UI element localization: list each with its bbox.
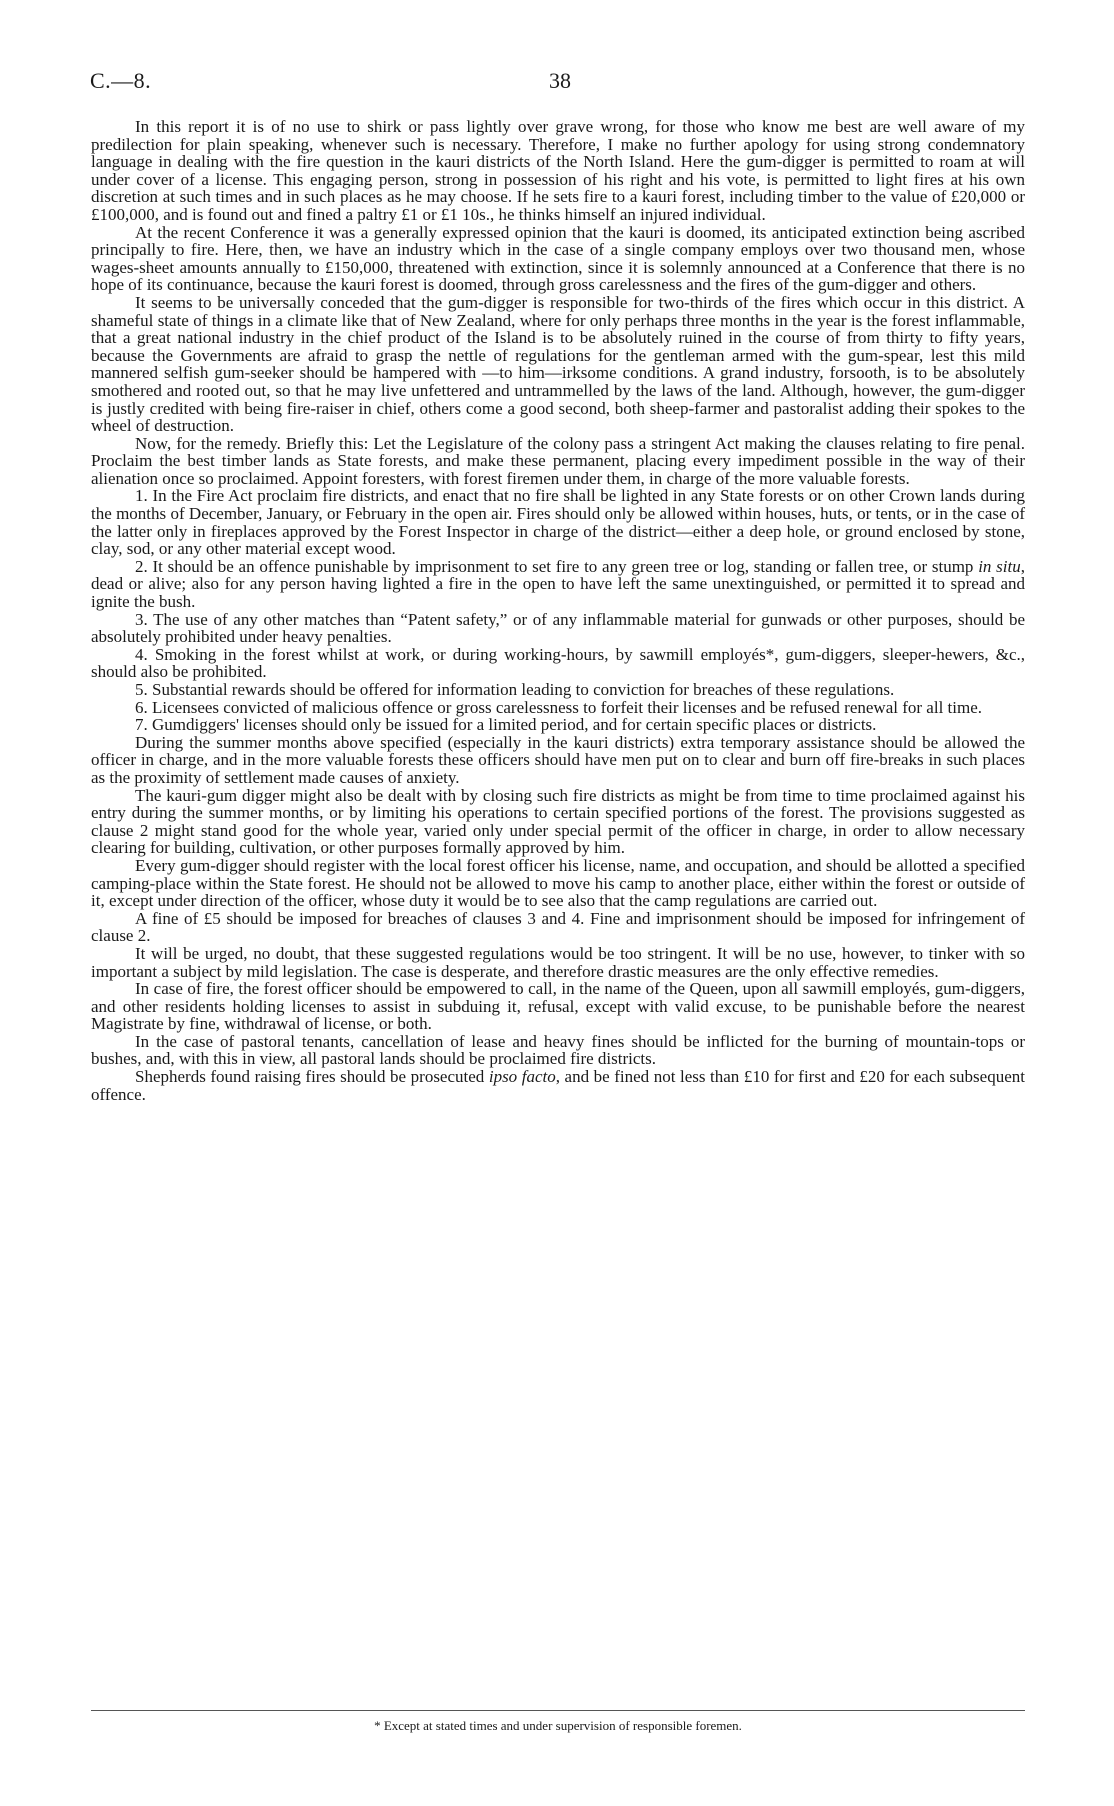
clause-7: 7. Gumdiggers' licenses should only be issued for a limited period, and for certain specific places or districts.	[135, 715, 877, 735]
paragraph: In this report it is of no use to shirk or pass lightly over grave wrong, for those who know me best are well aware of my predilection for plain speaking, whenever such is necessary. Therefore, I make no further apology for using strong condemnatory language in dealing with the fire question in the kauri districts of the North Island. Here the gum-digger is permitted to roam at will under cover of a license. This engaging person, strong in possession of his right and his vote, is permitted to light fires at his own discretion at such times and in such places as he may choose. If he sets fire to a kauri forest, including timber to the value of £20,000 or £100,000, and is found out and fined a paltry £1 or £1 10s., he thinks himself an injured individual.	[91, 117, 1025, 224]
paragraph: In case of fire, the forest officer should be empowered to call, in the name of the Queen, upon all sawmill employés, gum-diggers, and other residents holding licenses to assist in subduing it, refusal, except with valid excuse, to be punishable before the nearest Magistrate by fine, withdrawal of license, or both.	[91, 979, 1025, 1034]
report-body	[91, 118, 1025, 1103]
clause-2-text-b: , dead or alive; also for any person having lighted a fire in the open to have left the same unextinguished, or permitted it to spread and ignite the bush.	[91, 556, 1025, 612]
final-text-a: Shepherds found raising fires should be prosecuted	[135, 1067, 489, 1087]
footnote-divider	[91, 1710, 1025, 1711]
clause-4: 4. Smoking in the forest whilst at work, or during working-hours, by sawmill employés*, gum-diggers, sleeper-hewers, &c., should also be prohibited.	[91, 644, 1025, 682]
paragraph: It will be urged, no doubt, that these suggested regulations would be too stringent. It will be no use, however, to tinker with so important a subject by mild legislation. The case is desperate, and therefore drastic measures are the only effective remedies.	[91, 943, 1025, 981]
final-latin-term: ipso facto	[488, 1067, 556, 1087]
clause-2-text-a: 2. It should be an offence punishable by imprisonment to set fire to any green tree or log, standing or fallen tree, or stump	[135, 556, 979, 576]
page-number: 38	[549, 68, 571, 93]
paragraph: At the recent Conference it was a generally expressed opinion that the kauri is doomed, its anticipated extinction being ascribed principally to fire. Here, then, we have an industry which in the case of a single company employs over two thousand men, whose wages-sheet amounts annually to £150,000, threatened with extinction, since it is solemnly announced at a Conference that there is no hope of its continuance, because the kauri forest is doomed, through gross carelessness and the fires of the gum-digger and others.	[91, 222, 1025, 295]
final-paragraph	[91, 1068, 1025, 1103]
paragraph: In the case of pastoral tenants, cancellation of lease and heavy fines should be inflicted for the burning of mountain-tops or bushes, and, with this in view, all pastoral lands should be proclaimed fire districts.	[91, 1031, 1025, 1069]
paragraph: A fine of £5 should be imposed for breaches of clauses 3 and 4. Fine and imprisonment should be imposed for infringement of clause 2.	[91, 908, 1025, 946]
final-text-b: , and be fined not less than £10 for first and £20 for each subsequent offence.	[91, 1067, 1025, 1104]
footnote: * Except at stated times and under supervision of responsible foremen.	[374, 1718, 742, 1733]
clause-3: 3. The use of any other matches than “Patent safety,” or of any inflammable material for gunwads or other purposes, should be absolutely prohibited under heavy penalties.	[91, 609, 1025, 647]
clause-6: 6. Licensees convicted of malicious offence or gross carelessness to forfeit their licenses and be refused renewal for all time.	[135, 697, 983, 717]
clause-2-latin-term: in situ	[978, 556, 1021, 576]
paragraph: During the summer months above specified (especially in the kauri districts) extra temporary assistance should be allowed the officer in charge, and in the more valuable forests these officers should have men put on to clear and burn off fire-breaks in such places as the proximity of settlement made causes of anxiety.	[91, 732, 1025, 787]
page-header	[90, 68, 1030, 98]
paragraph: Every gum-digger should register with the local forest officer his license, name, and occupation, and should be allotted a specified camping-place within the State forest. He should not be allowed to move his camp to another place, either within the forest or outside of it, except under direction of the officer, whose duty it would be to see also that the camp regulations are carried out.	[91, 855, 1025, 911]
paragraph: It seems to be universally conceded that the gum-digger is responsible for two-thirds of the fires which occur in this district. A shameful state of things in a climate like that of New Zealand, where for only perhaps three months in the year is the forest inflammable, that a great national industry in the chief product of the Island is to be absolutely ruined in the course of from thirty to fifty years, because the Governments are afraid to grasp the nettle of regulations for the gentleman armed with the gum-spear, lest this mild mannered selfish gum-seeker should be hampered with —to him—irksome conditions. A grand industry, forsooth, is to be absolutely smothered and rooted out, so that he may live unfettered and untrammelled by the laws of the land. Although, however, the gum-digger is justly credited with being fire-raiser in chief, others come a good second, both sheep-farmer and pastoralist adding their spokes to the wheel of destruction.	[91, 292, 1025, 436]
document-code: C.—8.	[90, 68, 152, 93]
paragraph: Now, for the remedy. Briefly this: Let the Legislature of the colony pass a stringent Act making the clauses relating to fire penal. Proclaim the best timber lands as State forests, and make these permanent, placing every impediment possible in the way of their alienation once so proclaimed. Appoint foresters, with forest firemen under them, in charge of the more valuable forests.	[91, 433, 1025, 488]
clause-1: 1. In the Fire Act proclaim fire districts, and enact that no fire shall be lighted in any State forests or on other Crown lands during the months of December, January, or February in the open air. Fires should only be allowed within houses, huts, or tents, or in the case of the latter only in fireplaces approved by the Forest Inspector in charge of the district—either a deep hole, or ground enclosed by stone, clay, sod, or any other material except wood.	[91, 486, 1025, 559]
clause-5: 5. Substantial rewards should be offered for information leading to conviction for breaches of these regulations.	[135, 680, 895, 699]
paragraph: The kauri-gum digger might also be dealt with by closing such fire districts as might be from time to time proclaimed against his entry during the summer months, or by limiting his operations to certain specified portions of the forest. The provisions suggested as clause 2 might stand good for the whole year, varied only under special permit of the officer in charge, in order to allow necessary clearing for building, cultivation, or other purposes formally approved by him.	[91, 785, 1025, 858]
clause-2	[91, 558, 1025, 611]
